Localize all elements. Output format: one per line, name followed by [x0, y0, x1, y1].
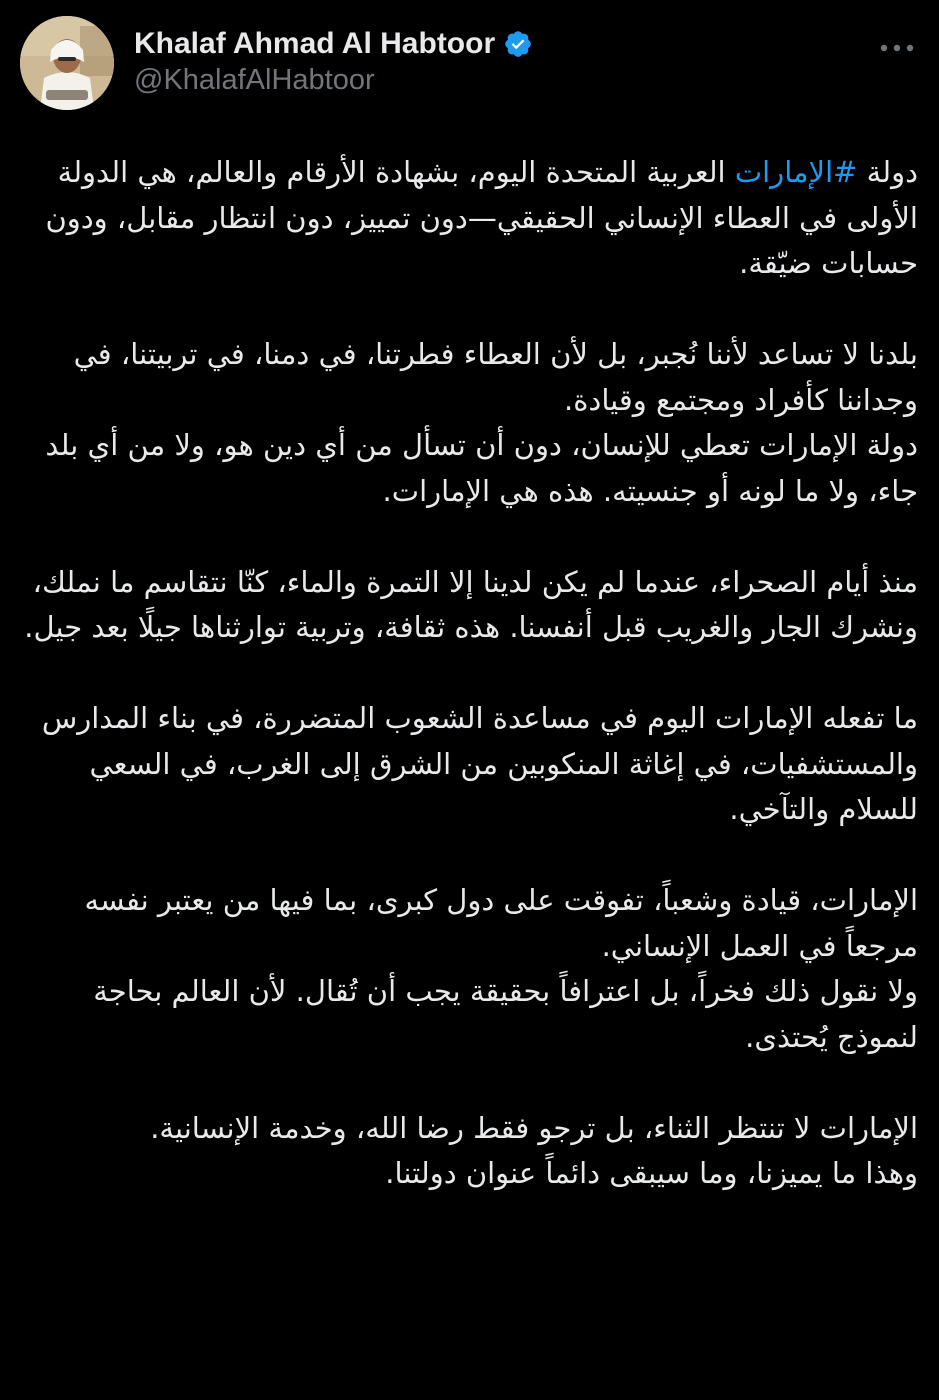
tweet-paragraph: دولة الإمارات تعطي للإنسان، دون أن تسأل من أي دين هو، ولا من أي بلد جاء، ولا ما لونه أو جنسيته. هذه هي الإمارات.: [45, 428, 918, 508]
hashtag-link[interactable]: #الإمارات: [734, 155, 858, 189]
verified-badge-icon: [503, 29, 533, 59]
tweet-header: [0, 0, 939, 130]
tweet-text: [20, 150, 918, 1197]
author-name-row: [134, 26, 533, 62]
avatar[interactable]: [20, 16, 114, 110]
tweet-paragraph: بلدنا لا تساعد لأننا نُجبر، بل لأن العطاء فطرتنا، في دمنا، في تربيتنا، في وجداننا كأفراد ومجتمع وقيادة.: [73, 337, 918, 417]
tweet-paragraph: ما تفعله الإمارات اليوم في مساعدة الشعوب المتضررة، في بناء المدارس والمستشفيات، في إغاثة المنكوبين من الشرق إلى الغرب، في السعي للسلام والتآخي.: [41, 701, 918, 826]
tweet-paragraph: [20, 150, 918, 287]
tweet-paragraph: الإمارات، قيادة وشعباً، تفوقت على دول كبرى، بما فيها من يعتبر نفسه مرجعاً في العمل الإنساني.: [84, 883, 918, 963]
tweet-text-segment: دولة: [857, 155, 918, 189]
tweet-text-segment: العربية المتحدة اليوم، بشهادة الأرقام والعالم، هي الدولة الأولى في العطاء الإنساني الحقيقي—دون تمييز، دون انتظار مقابل، ودون حسابات ضيّقة.: [45, 155, 918, 280]
author-handle[interactable]: @KhalafAlHabtoor: [134, 64, 375, 96]
tweet-paragraph: وهذا ما يميزنا، وما سيبقى دائماً عنوان دولتنا.: [385, 1156, 918, 1190]
tweet-paragraph: ولا نقول ذلك فخراً، بل اعترافاً بحقيقة يجب أن تُقال. لأن العالم بحاجة لنموذج يُحتذى.: [93, 974, 918, 1054]
more-options-button[interactable]: [874, 30, 920, 66]
avatar-photo: [20, 16, 114, 110]
tweet-paragraph: منذ أيام الصحراء، عندما لم يكن لدينا إلا التمرة والماء، كنّا نتقاسم ما نملك، ونشرك الجار والغريب قبل أنفسنا. هذه ثقافة، وتربية توارثناها جيلًا بعد جيل.: [24, 564, 918, 644]
tweet-paragraph: الإمارات لا تنتظر الثناء، بل ترجو فقط رضا الله، وخدمة الإنسانية.: [150, 1110, 918, 1145]
author-display-name[interactable]: Khalaf Ahmad Al Habtoor: [134, 27, 496, 60]
more-options-icon: [877, 43, 917, 53]
